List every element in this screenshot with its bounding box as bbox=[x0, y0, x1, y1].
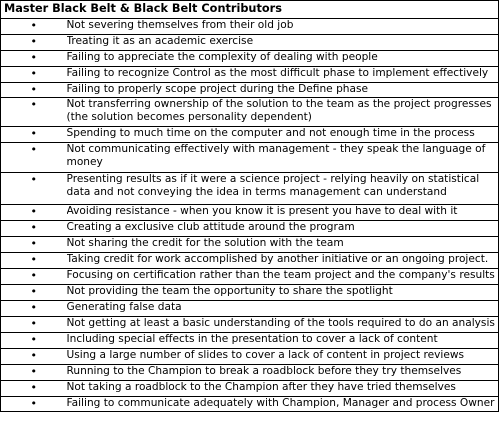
bullet-icon: • bbox=[1, 397, 67, 412]
row-text: Spending to much time on the computer and not enough time in the process bbox=[67, 127, 499, 143]
row-text: Not getting at least a basic understanding of the tools required to do an analysis bbox=[67, 317, 499, 333]
table-header-row bbox=[1, 1, 499, 19]
row-text: Not sharing the credit for the solution with the team bbox=[67, 237, 499, 253]
table-row bbox=[1, 35, 499, 51]
row-text: Focusing on certification rather than the team project and the company's results bbox=[67, 269, 499, 285]
row-text: Running to the Champion to break a roadblock before they try themselves bbox=[67, 365, 499, 381]
table-row bbox=[1, 397, 499, 412]
table-row bbox=[1, 67, 499, 83]
row-text: Not communicating effectively with management - they speak the language of money bbox=[67, 143, 499, 173]
bullet-icon: • bbox=[1, 285, 67, 301]
table-header: Master Black Belt & Black Belt Contributors bbox=[1, 1, 499, 19]
row-text: Avoiding resistance - when you know it is present you have to deal with it bbox=[67, 205, 499, 221]
row-text: Failing to communicate adequately with Champion, Manager and process Owner bbox=[67, 397, 499, 412]
bullet-icon: • bbox=[1, 83, 67, 98]
bullet-icon: • bbox=[1, 221, 67, 237]
row-text: Not taking a roadblock to the Champion after they have tried themselves bbox=[67, 381, 499, 397]
row-text: Not severing themselves from their old job bbox=[67, 19, 499, 35]
bullet-icon: • bbox=[1, 381, 67, 397]
bullet-icon: • bbox=[1, 98, 67, 127]
bullet-icon: • bbox=[1, 237, 67, 253]
table-row bbox=[1, 237, 499, 253]
bullet-icon: • bbox=[1, 19, 67, 35]
bullet-icon: • bbox=[1, 173, 67, 205]
table-row bbox=[1, 143, 499, 173]
bullet-icon: • bbox=[1, 253, 67, 269]
table-row bbox=[1, 127, 499, 143]
table-row bbox=[1, 19, 499, 35]
bullet-icon: • bbox=[1, 301, 67, 317]
row-text: Failing to recognize Control as the most difficult phase to implement effectively bbox=[67, 67, 499, 83]
bullet-icon: • bbox=[1, 127, 67, 143]
table-row bbox=[1, 98, 499, 127]
bullet-icon: • bbox=[1, 143, 67, 173]
table-row bbox=[1, 381, 499, 397]
row-text: Failing to properly scope project during the Define phase bbox=[67, 83, 499, 98]
bullet-icon: • bbox=[1, 365, 67, 381]
table-row bbox=[1, 349, 499, 365]
table-row bbox=[1, 83, 499, 98]
bullet-icon: • bbox=[1, 205, 67, 221]
row-text: Taking credit for work accomplished by another initiative or an ongoing project. bbox=[67, 253, 499, 269]
bullet-icon: • bbox=[1, 269, 67, 285]
row-text: Not transferring ownership of the solution to the team as the project progresses (the solution becomes personality dependent) bbox=[67, 98, 499, 127]
table-row bbox=[1, 285, 499, 301]
row-text: Not providing the team the opportunity to share the spotlight bbox=[67, 285, 499, 301]
row-text: Creating a exclusive club attitude around the program bbox=[67, 221, 499, 237]
table-row bbox=[1, 205, 499, 221]
bullet-icon: • bbox=[1, 35, 67, 51]
bullet-icon: • bbox=[1, 349, 67, 365]
table-row bbox=[1, 269, 499, 285]
bullet-icon: • bbox=[1, 317, 67, 333]
table-row bbox=[1, 317, 499, 333]
row-text: Treating it as an academic exercise bbox=[67, 35, 499, 51]
bullet-icon: • bbox=[1, 51, 67, 67]
table-row bbox=[1, 253, 499, 269]
table-row bbox=[1, 301, 499, 317]
row-text: Using a large number of slides to cover a lack of content in project reviews bbox=[67, 349, 499, 365]
table-row bbox=[1, 333, 499, 349]
row-text: Presenting results as if it were a science project - relying heavily on statistical data and not conveying the idea in terms management can understand bbox=[67, 173, 499, 205]
table-row bbox=[1, 173, 499, 205]
table-row bbox=[1, 365, 499, 381]
bullet-icon: • bbox=[1, 333, 67, 349]
table-row bbox=[1, 221, 499, 237]
table-row bbox=[1, 51, 499, 67]
row-text: Failing to appreciate the complexity of dealing with people bbox=[67, 51, 499, 67]
row-text: Including special effects in the presentation to cover a lack of content bbox=[67, 333, 499, 349]
bullet-icon: • bbox=[1, 67, 67, 83]
row-text: Generating false data bbox=[67, 301, 499, 317]
